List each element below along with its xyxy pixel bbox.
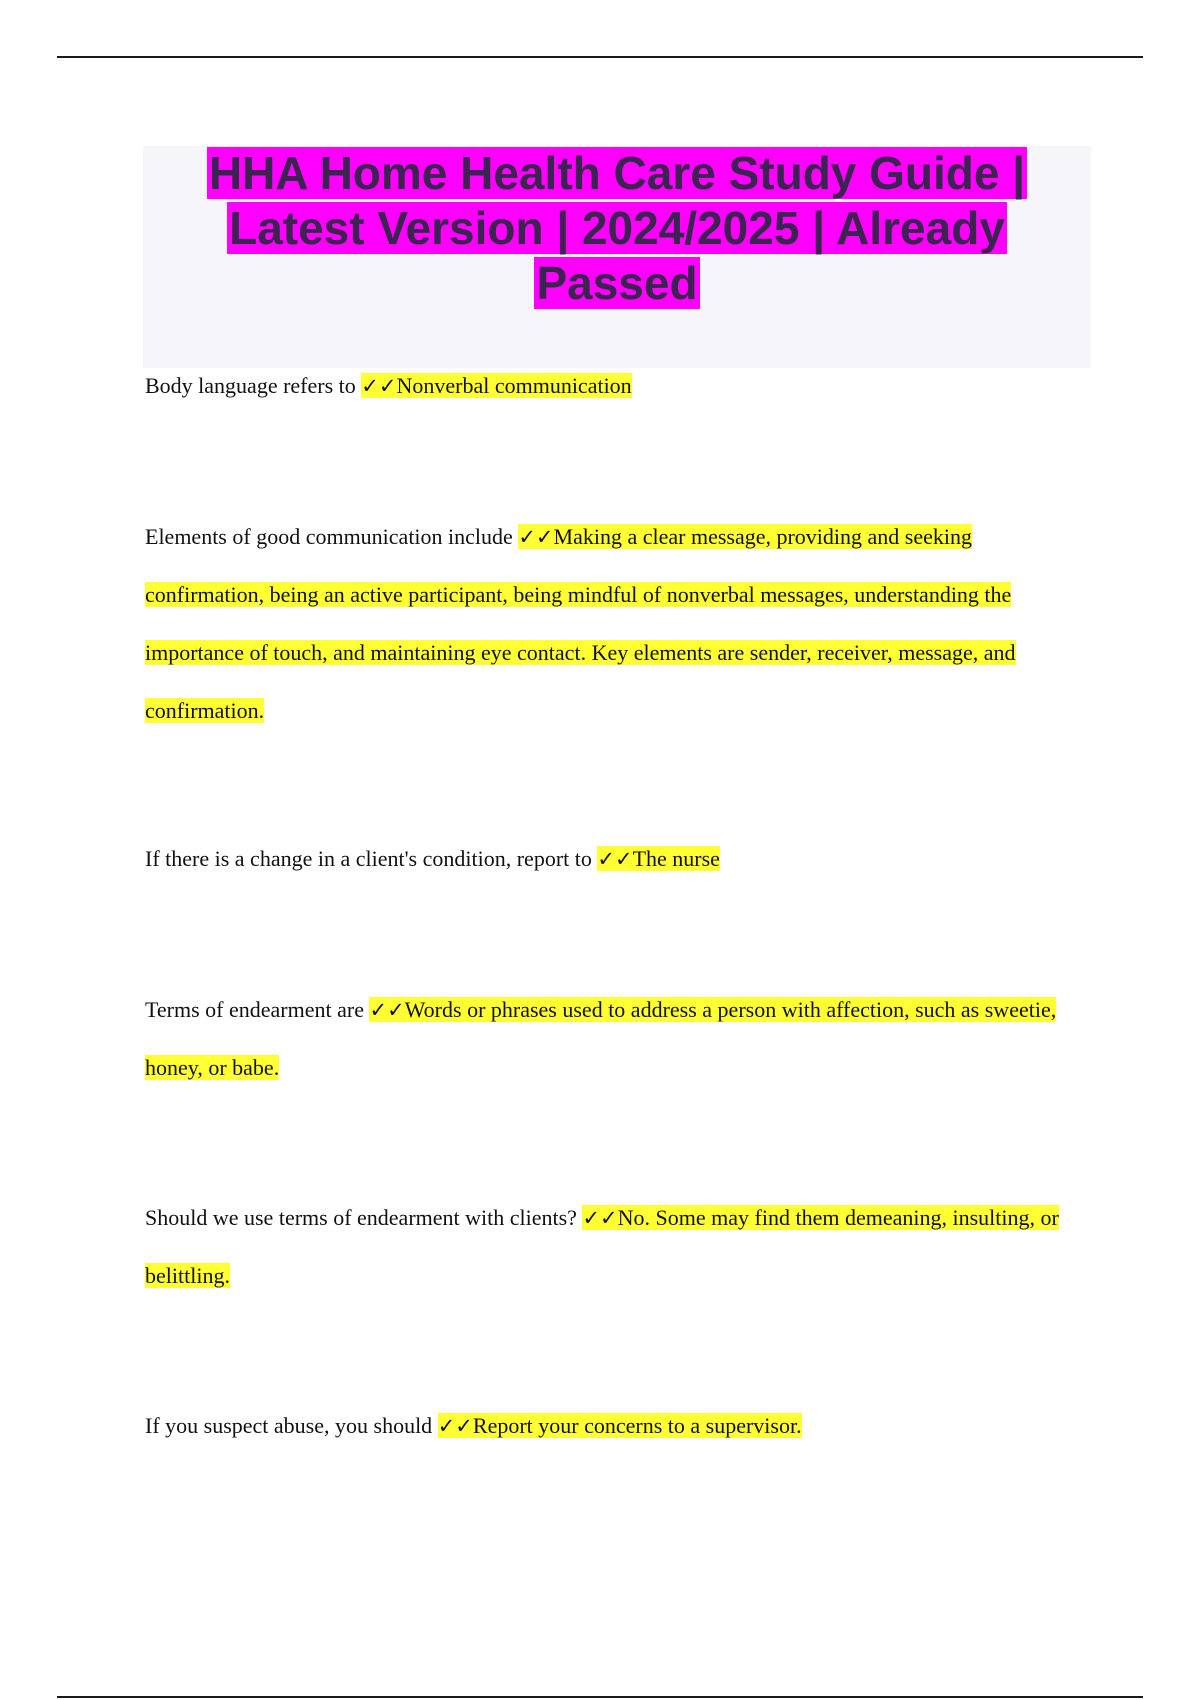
document-title [143,146,1091,311]
qa-item [145,1397,1075,1455]
double-check-icon: ✓✓ [582,1206,618,1230]
answer-text: Making a clear message, providing and seeking confirmation, being an active participant, being mindful of nonverbal messages, understanding the importance of touch, and maintaining eye contact. Key elements are sender, receiver, message, and confirmation. [145,524,1016,723]
header-rule [57,56,1143,58]
double-check-icon: ✓✓ [361,374,397,398]
answer-highlight [597,846,720,871]
answer-highlight [361,373,631,398]
question-text: Terms of endearment are [145,997,364,1022]
double-check-icon: ✓✓ [518,525,554,549]
question-text: Should we use terms of endearment with clients? [145,1205,577,1230]
qa-item [145,981,1075,1097]
answer-text: The nurse [632,846,720,871]
answer-highlight [438,1413,802,1438]
qa-item [145,830,1075,888]
qa-item [145,508,1075,740]
answer-highlight [145,524,1016,723]
answer-text: Nonverbal communication [396,373,632,398]
qa-item [145,1189,1075,1305]
document-title-text: HHA Home Health Care Study Guide | Latest Version | 2024/2025 | Already Passed [208,147,1026,309]
question-text: If you suspect abuse, you should [145,1413,433,1438]
question-text: If there is a change in a client's condition, report to [145,846,592,871]
answer-text: Words or phrases used to address a person with affection, such as sweetie, honey, or babe. [145,997,1057,1080]
question-text: Elements of good communication include [145,524,513,549]
double-check-icon: ✓✓ [437,1414,473,1438]
footer-rule [57,1696,1143,1698]
title-box [143,146,1091,368]
qa-item [145,357,1075,415]
answer-text: Report your concerns to a supervisor. [472,1413,802,1438]
double-check-icon: ✓✓ [369,998,405,1022]
question-text: Body language refers to [145,373,356,398]
double-check-icon: ✓✓ [597,847,633,871]
answer-text: No. Some may find them demeaning, insulting, or belittling. [145,1205,1059,1288]
